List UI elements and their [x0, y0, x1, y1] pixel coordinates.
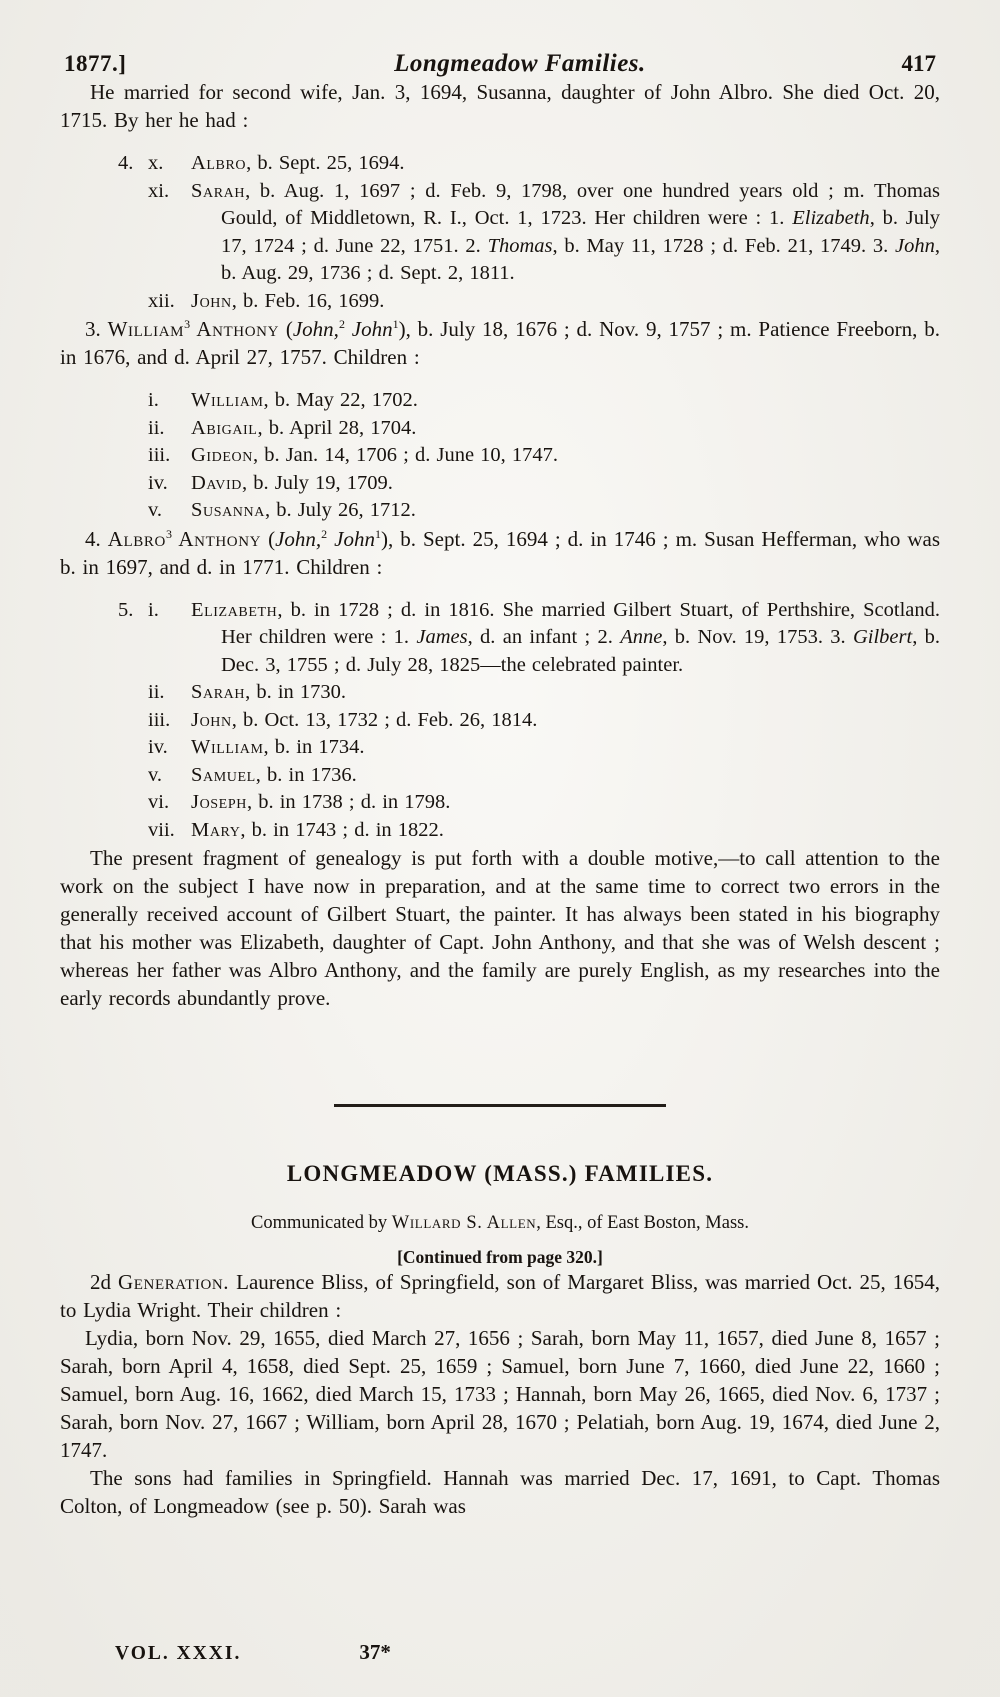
entry-arabic-number — [118, 442, 148, 470]
entry-roman-numeral: xi. — [148, 179, 170, 202]
entry-text — [191, 387, 940, 415]
entry-roman-numeral: ii. — [148, 416, 165, 439]
text-run-sc: Anthony — [171, 526, 262, 551]
genealogy-entry — [118, 178, 940, 288]
paragraph-william-anthony — [60, 315, 940, 371]
text-run-sc: Abigail — [191, 416, 258, 439]
text-run-sc: John — [191, 289, 232, 312]
entry-arabic-number — [118, 817, 148, 845]
text-run-sc: Anthony — [190, 317, 280, 341]
genealogy-entry — [118, 415, 940, 443]
entry-roman-numeral: v. — [148, 499, 163, 521]
entry-text — [191, 734, 940, 762]
paragraph-2d-generation — [60, 1268, 940, 1324]
entry-text — [191, 707, 940, 735]
text-run-t: , b. Aug. 29, 1736 ; d. Sept. 2, 1811. — [221, 234, 940, 284]
text-run-t: , b. Sept. 25, 1694. — [246, 152, 405, 174]
entry-roman-numeral: iv. — [148, 471, 168, 494]
entry-arabic-number — [118, 470, 148, 498]
text-run-t: ), b. July 18, 1676 ; d. Nov. 9, 1757 ; m. Patience Freeborn, b. in 1676, and d. April 27, 1757. Children : — [60, 317, 940, 369]
text-run-i: Elizabeth — [792, 207, 870, 229]
text-run-sc: Sarah — [191, 681, 246, 703]
entry-text — [191, 415, 940, 443]
text-run-i: Thomas — [487, 234, 553, 257]
entry-arabic-number — [118, 387, 148, 415]
text-run-sup: 1 — [374, 526, 381, 541]
genealogy-entry — [118, 470, 940, 498]
entry-roman-numeral: vii. — [148, 818, 175, 841]
text-run-i: Anne — [620, 626, 663, 648]
text-run-t: , b. May 11, 1728 ; d. Feb. 21, 1749. 3. — [552, 234, 896, 257]
text-run-t: ), b. Sept. 25, 1694 ; d. in 1746 ; m. Susan Hefferman, who was b. in 1697, and d. in 1771. Children : — [60, 526, 940, 579]
genealogy-entry — [118, 387, 940, 415]
text-run-t: , b. in 1728 ; d. in 1816. She married Gilbert Stuart, of Perthshire, Scotland. Her children were : 1. — [221, 598, 940, 648]
text-run-sup: 1 — [392, 317, 399, 331]
text-run-sc: Mary — [191, 818, 241, 841]
text-run-t: ( — [261, 526, 276, 551]
entry-roman-numeral: xii. — [148, 289, 175, 312]
paragraph-second-wife — [60, 78, 940, 134]
signature-mark: 37* — [359, 1640, 391, 1664]
text-run-sc: Susanna — [191, 499, 265, 521]
text-run-t: , d. an infant ; 2. — [467, 626, 621, 648]
genealogy-entry — [118, 288, 940, 316]
header-year: 1877.] — [64, 51, 127, 76]
genealogy-entry — [118, 789, 940, 817]
text-run-i: John — [344, 317, 393, 341]
text-run-t: Laurence Bliss, of Springfield, son of Margaret Bliss, was married Oct. 25, 1654, to Lydia Wright. Their children : — [60, 1270, 940, 1322]
paragraph-sons-families — [60, 1464, 940, 1520]
entry-arabic-number — [118, 415, 148, 443]
text-run-sc: Samuel — [191, 763, 256, 786]
text-run-i: John — [895, 234, 935, 257]
entry-text — [191, 288, 940, 316]
text-run-t: , b. in 1743 ; d. in 1822. — [240, 818, 444, 841]
continued-from-note: [Continued from page 320.] — [397, 1247, 603, 1267]
entry-text — [191, 789, 940, 817]
text-run-t: The sons had families in Springfield. Hannah was married Dec. 17, 1691, to Capt. Thomas Colton, of Longmeadow (see p. 50). Sarah was — [60, 1466, 940, 1518]
text-run-t: , b. May 22, 1702. — [263, 389, 418, 411]
text-run-sc: John — [191, 708, 232, 731]
text-run-t: The present fragment of genealogy is put forth with a double motive,—to call attention to the work on the subject I have now in preparation, and at the same time to correct two errors in the generally received account of Gilbert Stuart, the painter. It has always been stated in his biography that his mother was Elizabeth, daughter of Capt. John Anthony, and that she was of Welsh descent ; whereas her father was Albro Anthony, and the family are purely English, as my researches into the early records abundantly prove. — [60, 846, 940, 1010]
section-divider-rule — [334, 1104, 666, 1107]
text-run-sup: 3 — [165, 526, 172, 541]
text-run-t: , b. Oct. 13, 1732 ; d. Feb. 26, 1814. — [231, 708, 538, 731]
entry-roman-numeral: ii. — [148, 681, 165, 703]
text-run-t: Lydia, born Nov. 29, 1655, died March 27, 1656 ; Sarah, born May 11, 1657, died June 8, 1657 ; Sarah, born April 4, 1658, died Sept. 25, 1659 ; Samuel, born June 7, 1660, died June 22, 1660 ; Samuel, born Aug. 16, 1662, died March 15, 1733 ; Hannah, born May 26, 1665, died Nov. 6, 1737 ; Sarah, born Nov. 27, 1667 ; William, born April 28, 1670 ; Pelatiah, born Aug. 19, 1674, died June 2, 1747. — [60, 1326, 940, 1462]
entry-text — [191, 497, 940, 525]
header-page-number: 417 — [901, 51, 936, 76]
entry-arabic-number — [118, 789, 148, 817]
paragraph-bliss-children — [60, 1324, 940, 1464]
header-running-title: Longmeadow Families. — [394, 50, 646, 77]
entry-arabic-number — [118, 762, 148, 790]
entry-arabic-number — [118, 178, 148, 288]
entry-roman-numeral: iv. — [148, 736, 168, 758]
entry-roman-numeral: x. — [148, 152, 164, 174]
text-run-i: John, — [275, 526, 322, 551]
genealogy-entry — [118, 150, 940, 178]
text-run-t: , b. Dec. 3, 1755 ; d. July 28, 1825—the celebrated painter. — [221, 626, 941, 676]
children-list-albro — [118, 597, 940, 845]
text-run-sc: Generation. — [117, 1270, 230, 1294]
entry-roman-numeral: vi. — [148, 791, 170, 813]
entry-roman-numeral: iii. — [148, 708, 171, 731]
text-run-t: , b. Aug. 1, 1697 ; d. Feb. 9, 1798, over one hundred years old ; m. Thomas Gould, of Middletown, R. I., Oct. 1, 1723. Her children were : 1. — [221, 179, 940, 229]
text-run-i: John, — [292, 317, 339, 341]
entry-text — [191, 470, 940, 498]
entry-text — [191, 150, 940, 178]
text-run-sc: William — [191, 736, 264, 758]
text-run-i: James — [416, 626, 468, 648]
text-run-sc: Albro — [107, 526, 166, 551]
entry-roman-numeral: iii. — [148, 444, 171, 466]
text-run-t: , b. July 26, 1712. — [264, 499, 416, 521]
genealogy-entry — [118, 817, 940, 845]
entry-text — [191, 817, 940, 845]
entry-arabic-number: 4. — [118, 152, 134, 174]
text-run-t: ( — [279, 317, 293, 341]
entry-arabic-number: 5. — [118, 598, 134, 621]
running-header — [60, 50, 940, 78]
text-run-t: , b. Feb. 16, 1699. — [231, 289, 385, 312]
text-run-sc: Gideon — [191, 444, 253, 466]
text-run-t: , b. in 1736. — [255, 763, 357, 786]
text-run-sc: Sarah — [191, 179, 246, 202]
text-run-t: , b. in 1730. — [245, 681, 347, 703]
genealogy-entry — [118, 497, 940, 525]
text-run-i: Gilbert — [852, 626, 913, 648]
text-run-sc: Joseph — [191, 791, 247, 813]
entry-roman-numeral: i. — [148, 389, 159, 411]
text-run-sup: 2 — [321, 526, 328, 541]
genealogy-entry — [118, 442, 940, 470]
text-run-sc: Elizabeth — [191, 598, 278, 621]
entry-text — [191, 442, 940, 470]
text-run-t: , b. July 19, 1709. — [242, 471, 393, 494]
text-run-t: , b. April 28, 1704. — [257, 416, 417, 439]
text-run-sup: 3 — [184, 317, 191, 331]
genealogy-entry — [118, 597, 940, 680]
text-run-sc: William — [107, 317, 185, 341]
text-run-t: Communicated by — [251, 1213, 392, 1233]
entry-text — [191, 178, 940, 288]
paragraph-albro-anthony — [60, 525, 940, 581]
text-run-i: John — [327, 526, 375, 551]
text-run-t: , b. Nov. 19, 1753. 3. — [662, 626, 853, 648]
text-run-t: 3. — [85, 317, 108, 341]
text-run-t: He married for second wife, Jan. 3, 1694, Susanna, daughter of John Albro. She died Oct. 20, 1715. By her he had : — [60, 80, 940, 132]
text-run-sup: 2 — [338, 317, 345, 331]
entry-roman-numeral: i. — [148, 598, 159, 621]
text-run-t: , Esq., of East Boston, Mass. — [536, 1213, 749, 1233]
page-footer — [115, 1640, 391, 1665]
volume-label: VOL. XXXI. — [115, 1643, 242, 1664]
children-list-william — [118, 387, 940, 525]
entry-roman-numeral: v. — [148, 763, 163, 786]
section-byline — [60, 1213, 940, 1234]
entry-text — [191, 762, 940, 790]
entry-arabic-number — [118, 288, 148, 316]
entry-arabic-number — [118, 707, 148, 735]
genealogy-entry — [118, 707, 940, 735]
text-run-t: , b. July 17, 1724 ; d. June 22, 1751. 2. — [221, 207, 940, 257]
entry-text — [191, 679, 940, 707]
paragraph-double-motive — [60, 844, 940, 1012]
text-run-sc: Willard S. Allen — [391, 1213, 537, 1233]
entry-text — [191, 597, 940, 680]
genealogy-entry — [118, 734, 940, 762]
entry-arabic-number — [118, 734, 148, 762]
text-run-sc: Albro — [191, 152, 247, 174]
text-run-sc: David — [191, 471, 242, 494]
entry-arabic-number — [118, 679, 148, 707]
text-run-t: , b. Jan. 14, 1706 ; d. June 10, 1747. — [252, 444, 559, 466]
entry-arabic-number — [118, 497, 148, 525]
children-list-john — [118, 150, 940, 315]
text-run-t: , b. in 1734. — [263, 736, 365, 758]
section-title: LONGMEADOW (MASS.) FAMILIES. — [286, 1161, 714, 1186]
text-run-t: 2d — [90, 1270, 118, 1294]
text-run-t: 4. — [85, 526, 108, 551]
text-run-sc: William — [191, 389, 264, 411]
genealogy-entry — [118, 679, 940, 707]
text-run-t: , b. in 1738 ; d. in 1798. — [246, 791, 451, 813]
genealogy-entry — [118, 762, 940, 790]
